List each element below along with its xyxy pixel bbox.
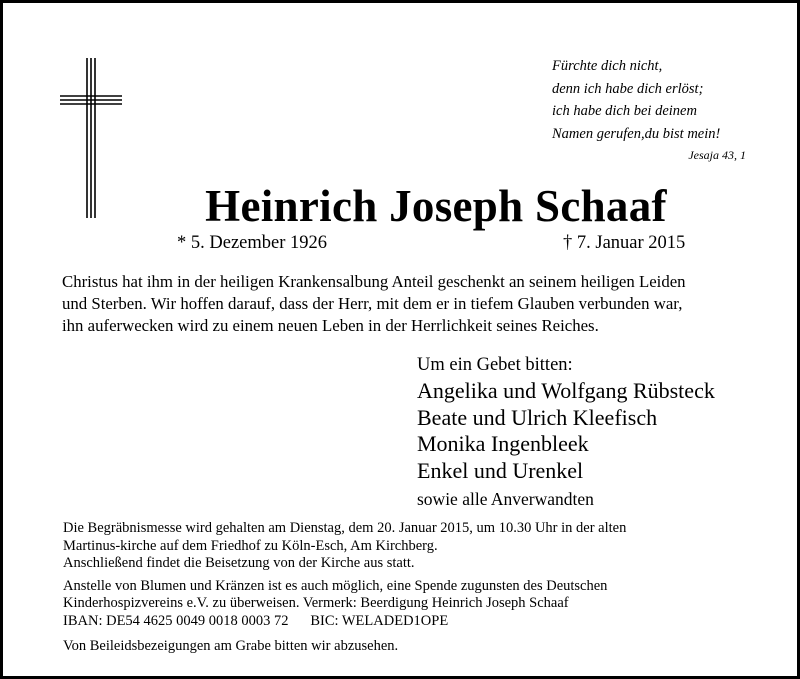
bic: BIC: WELADED1OPE [310,612,449,629]
intro-line: und Sterben. Wir hoffen darauf, dass der Herr, mit dem er in tiefem Glauben verbunden war, [62,294,683,313]
funeral-line: Die Begräbnismesse wird gehalten am Dienstag, dem 20. Januar 2015, um 10.30 Uhr in der alten [63,520,627,536]
intro-line: ihn auferwecken wird zu einem neuen Leben in der Herrlichkeit seines Reiches. [62,316,599,335]
mourner-name: Monika Ingenbleek [417,431,589,456]
bible-verse [552,55,752,164]
verse-line: denn ich habe dich erlöst; [552,80,704,97]
verse-line: ich habe dich bei deinem [552,103,697,119]
verse-reference: Jesaja 43, 1 [688,148,746,162]
mourner-name: Angelika und Wolfgang Rübsteck [417,378,715,403]
intro-line: Christus hat ihm in der heiligen Krankensalbung Anteil geschenkt an seinem heiligen Leiden [62,272,686,291]
death-date: † 7. Januar 2015 [563,233,686,253]
donation-line: Anstelle von Blumen und Kränzen ist es auch möglich, eine Spende zugunsten des Deutschen [63,577,608,594]
funeral-line: Martinus-kirche auf dem Friedhof zu Köln-Esch, Am Kirchberg. [63,537,438,554]
funeral-line: Anschließend findet die Beisetzung von der Kirche aus statt. [63,555,415,571]
mourner-name: Enkel und Urenkel [417,457,584,483]
mourners-heading: Um ein Gebet bitten: [417,355,573,375]
mourners-list [417,352,787,512]
mourner-name: Beate und Ulrich Kleefisch [417,404,658,430]
verse-line: Namen gerufen,du bist mein! [552,125,721,142]
deceased-name: Heinrich Joseph Schaaf [205,181,667,231]
birth-date: * 5. Dezember 1926 [177,233,328,253]
intro-text [62,271,762,337]
verse-line: Fürchte dich nicht, [552,58,663,74]
closing-note: Von Beileidsbezeigungen am Grabe bitten wir abzusehen. [63,638,399,654]
iban: IBAN: DE54 4625 0049 0018 0003 72 [63,612,289,629]
mourners-footer: sowie alle Anverwandten [417,489,594,509]
funeral-details [63,520,783,656]
donation-line: Kinderhospizvereins e.V. zu überweisen. Vermerk: Beerdigung Heinrich Joseph Schaaf [63,595,569,611]
bank-details [63,613,783,631]
